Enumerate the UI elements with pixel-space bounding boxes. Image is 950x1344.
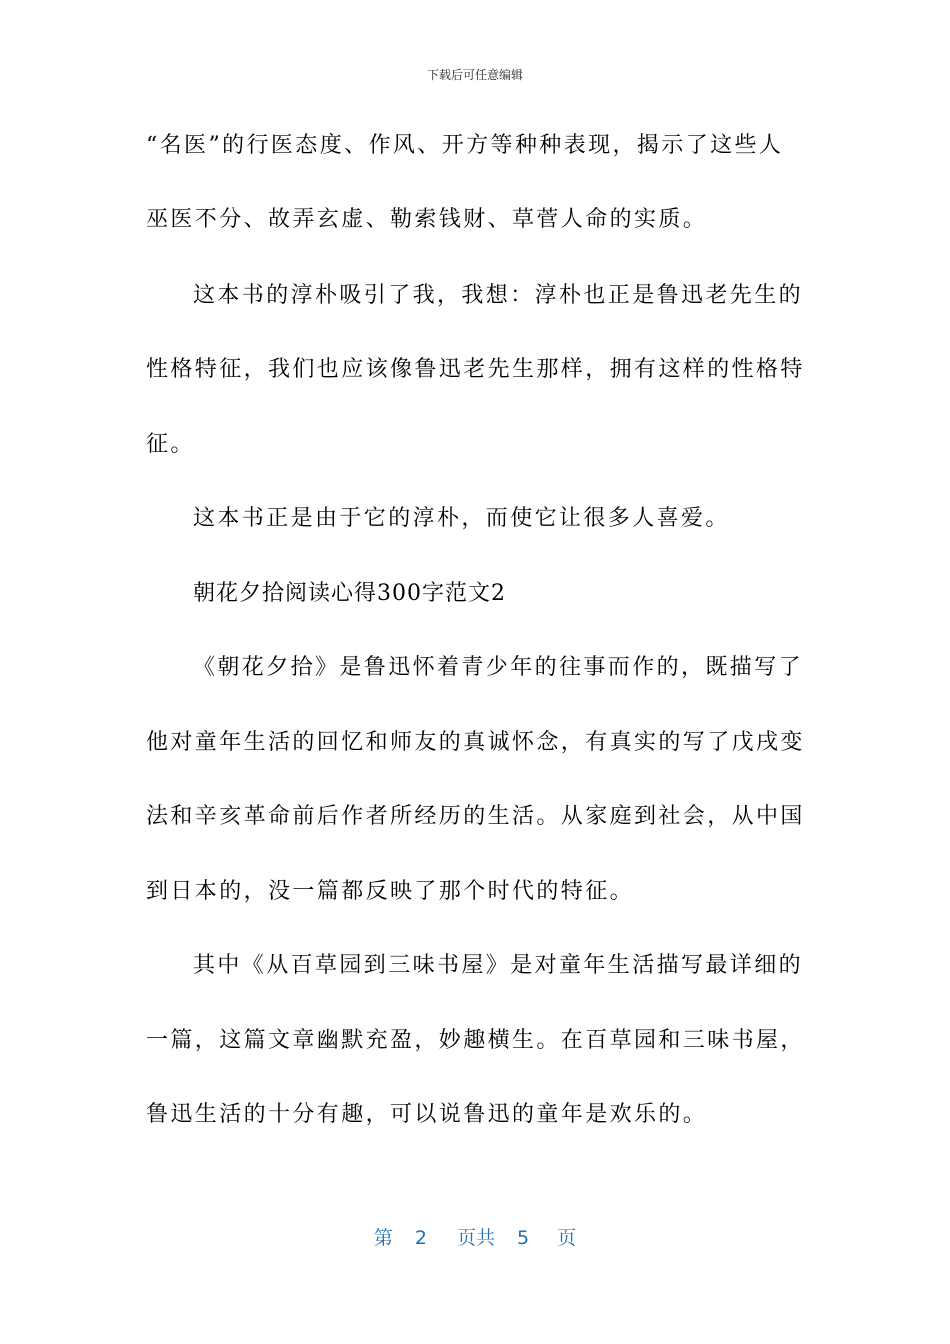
footer-prefix: 第	[373, 1227, 393, 1249]
text-line: 这本书的淳朴吸引了我，我想：淳朴也正是鲁迅老先生的	[193, 283, 804, 308]
footer-middle: 页共	[456, 1227, 495, 1249]
text-line: 性格特征，我们也应该像鲁迅老先生那样，拥有这样的性格特	[146, 357, 805, 382]
text-line: 巫医不分、故弄玄虚、勒索钱财、草菅人命的实质。	[146, 207, 708, 232]
text-line: 这本书正是由于它的淳朴，而使它让很多人喜爱。	[193, 506, 730, 531]
text-line: 征。	[146, 432, 195, 457]
text-line: 法和辛亥革命前后作者所经历的生活。从家庭到社会，从中国	[146, 804, 805, 829]
page-footer	[0, 1226, 950, 1250]
page-header: 下载后可任意编辑	[426, 68, 523, 82]
text-line: 他对童年生活的回忆和师友的真诚怀念，有真实的写了戊戌变	[146, 730, 805, 755]
text-line: 到日本的，没一篇都反映了那个时代的特征。	[146, 879, 635, 904]
text-line: 《朝花夕拾》是鲁迅怀着青少年的往事而作的，既描写了	[193, 655, 804, 680]
text-line: “名医”的行医态度、作风、开方等种种表现，揭示了这些人	[146, 133, 784, 158]
text-line: 一篇，这篇文章幽默充盈，妙趣横生。在百草园和三味书屋，	[146, 1028, 805, 1053]
text-line: 其中《从百草园到三味书屋》是对童年生活描写最详细的	[193, 953, 804, 978]
section-heading: 朝花夕拾阅读心得300字范文2	[193, 581, 506, 606]
text-line: 鲁迅生活的十分有趣，可以说鲁迅的童年是欢乐的。	[146, 1102, 708, 1127]
total-pages-number: 5	[517, 1227, 530, 1249]
current-page-number: 2	[414, 1227, 427, 1249]
footer-suffix: 页	[557, 1227, 577, 1249]
